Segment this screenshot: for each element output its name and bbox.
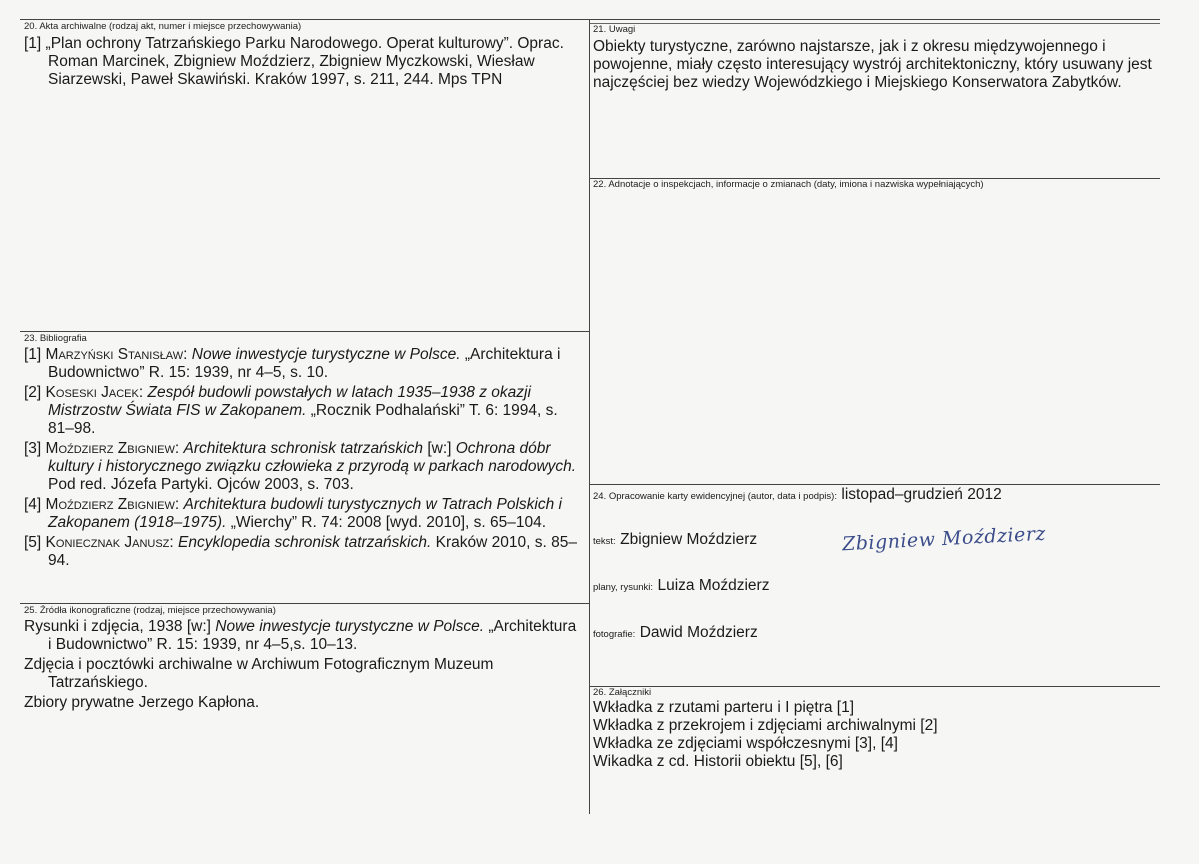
tekst-label: tekst:: [593, 536, 616, 547]
attachment-item: Wkładka z rzutami parteru i I piętra [1]: [593, 699, 855, 716]
handwritten-signature: Zbigniew Moździerz: [841, 522, 1047, 556]
bibliography-entry-5: [5] Koniecznak Janusz: Encyklopedia schronisk tatrzańskich. Kraków 2010, s. 85–94.: [24, 534, 577, 569]
author-photos-row: [593, 624, 758, 642]
foto-label: fotografie:: [593, 629, 636, 640]
attachment-item: Wikadka z cd. Historii obiektu [5], [6]: [593, 753, 843, 770]
foto-author: Dawid Moździerz: [639, 624, 758, 641]
section-21-label: 21. Uwagi: [593, 24, 636, 35]
section-inspections: [593, 179, 1155, 190]
author-text-row: [593, 531, 757, 549]
iconographic-entry-2: Zdjęcia i pocztówki archiwalne w Archiwum Fotograficznym Muzeum Tatrzańskiego.: [24, 656, 494, 691]
iconographic-entry-3: Zbiory prywatne Jerzego Kapłona.: [24, 694, 260, 711]
section-iconographic-sources: [24, 605, 580, 712]
section-24-heading: [593, 486, 1155, 504]
section-20-label: 20. Akta archiwalne (rodzaj akt, numer i miejsce przechowywania): [24, 21, 302, 32]
section-card-authors: [593, 486, 1155, 504]
author-plans-row: [593, 577, 769, 595]
bibliography-entry-1: [1] Marzyński Stanisław: Nowe inwestycje turystyczne w Polsce. „Architektura i Budownictwo” R. 15: 1939, nr 4–5, s. 10.: [24, 346, 561, 381]
bibliography-entry-3: [3] Moździerz Zbigniew: Architektura schronisk tatrzańskich [w:] Ochrona dóbr kultury i historycznego związku człowieka z przyrodą w parkach narodowych. Pod red. Józefa Partyki. Ojców 2003, s. 703.: [24, 440, 577, 493]
attachment-item: Wkładka z przekrojem i zdjęciami archiwalnymi [2]: [593, 717, 938, 734]
plany-author: Luiza Moździerz: [657, 577, 770, 594]
bibliography-entry-2: [2] Koseski Jacek: Zespół budowli powstałych w latach 1935–1938 z okazji Mistrzostw Świata FIS w Zakopanem. „Rocznik Podhalański” T. 6: 1994, s. 81–98.: [24, 384, 558, 437]
section-bibliography: [24, 333, 580, 572]
tekst-author: Zbigniew Moździerz: [620, 531, 758, 548]
section-remarks: [593, 24, 1155, 92]
section-archival-records: [24, 21, 584, 89]
iconographic-entry-1: Rysunki i zdjęcia, 1938 [w:] Nowe inwestycje turystyczne w Polsce. „Architektura i Budownictwo” R. 15: 1939, nr 4–5,s. 10–13.: [24, 618, 577, 653]
rule-24-top: [590, 484, 1160, 485]
card-date: listopad–grudzień 2012: [841, 486, 1002, 503]
section-26-label: 26. Załączniki: [593, 687, 652, 698]
bibliography-entry-4: [4] Moździerz Zbigniew: Architektura budowli turystycznych w Tatrach Polskich i Zakopanem (1918–1975). „Wierchy” R. 74: 2008 [wyd. 2010], s. 65–104.: [24, 496, 562, 531]
rule-25-top: [20, 603, 589, 604]
column-divider: [589, 19, 590, 814]
rule-23-top: [20, 331, 589, 332]
archival-entry: [1] „Plan ochrony Tatrzańskiego Parku Narodowego. Operat kulturowy”. Oprac. Roman Marcinek, Zbigniew Moździerz, Zbigniew Myczkowski, Wiesław Siarzewski, Paweł Skawiński. Kraków 1997, s. 211, 244. Mps TPN: [24, 35, 564, 88]
remarks-text: Obiekty turystyczne, zarówno najstarsze, jak i z okresu międzywojennego i powojenne, miały często interesujący wystrój architektoniczny, który usuwany jest najczęściej bez wiedzy Wojewódzkiego i Miejskiego Konserwatora Zabytków.: [593, 38, 1152, 91]
top-rule: [20, 19, 1160, 20]
section-23-label: 23. Bibliografia: [24, 333, 87, 344]
section-24-label: 24. Opracowanie karty ewidencyjnej (autor, data i podpis):: [593, 491, 837, 502]
plany-label: plany, rysunki:: [593, 582, 654, 593]
attachment-item: Wkładka ze zdjęciami współczesnymi [3], [4]: [593, 735, 898, 752]
section-attachments: [593, 687, 1155, 771]
section-25-label: 25. Źródła ikonograficzne (rodzaj, miejsce przechowywania): [24, 605, 276, 616]
section-22-label: 22. Adnotacje o inspekcjach, informacje o zmianach (daty, imiona i nazwiska wypełniających): [593, 179, 984, 190]
